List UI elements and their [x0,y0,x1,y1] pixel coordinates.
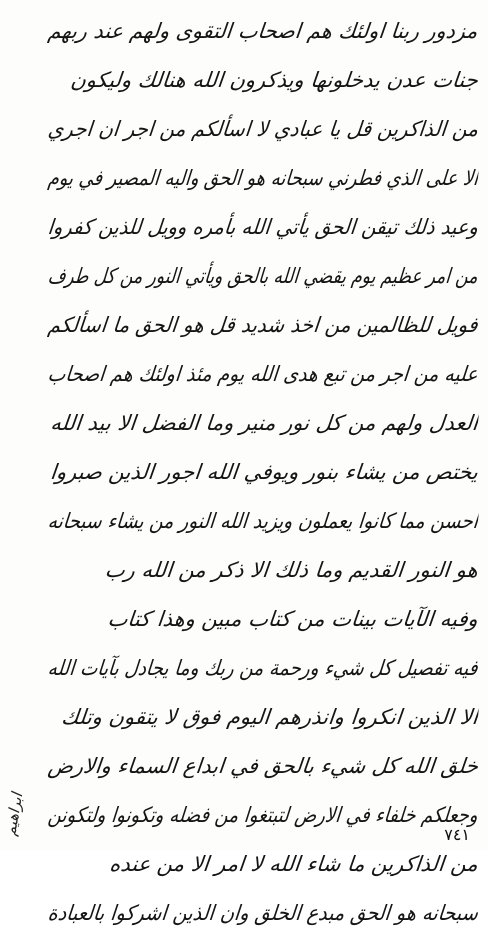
manuscript-line [45,6,480,55]
line-text: العدل ولهم من كل نور منير وما الفضل الا بيد الله [49,410,480,435]
line-text: من الذاكرين ما شاء الله لا امر الا من عنده [108,851,480,876]
line-text: وجعلكم خلفاء في الارض لتبتغوا من فضله وتكونوا ولتكونن [46,802,480,827]
line-text: هو النور القديم وما ذلك الا ذكر من الله رب [103,557,480,582]
line-text: يختص من يشاء بنور ويوفي الله اجور الذين صبروا [49,459,480,484]
line-text: وعيد ذلك تيقن الحق يأتي الله بأمره وويل للذين كفروا [46,214,480,239]
manuscript-line [45,202,480,251]
manuscript-line [45,300,480,349]
line-text: سبحانه هو الحق مبدع الخلق وان الذين اشركوا بالعبادة [46,900,480,925]
manuscript-line [45,447,480,496]
manuscript-line [45,594,480,643]
manuscript-text-block [48,6,478,937]
margin-note: ابراهيم [1,791,27,838]
line-text: خلق الله كل شيء بالحق في ابداع السماء والارض [46,753,480,778]
line-text: من امر عظيم يوم يقضي الله بالحق ويأتي النور من كل طرف [46,263,480,288]
manuscript-line [45,104,480,153]
line-text: فيه تفصيل كل شيء ورحمة من ربك وما يجادل بآيات الله [47,655,480,680]
line-text: مزدور ربنا اولئك هم اصحاب التقوى ولهم عند ربهم [47,18,480,43]
line-text: وفيه الآيات بينات من كتاب مبين وهذا كتاب [106,606,480,631]
manuscript-line [45,349,480,398]
manuscript-line [45,741,480,790]
manuscript-line [45,888,480,937]
manuscript-line [45,545,480,594]
manuscript-line [45,692,480,741]
line-text: عليه من اجر من تبع هدى الله يوم مئذ اولئك هم اصحاب [46,361,480,386]
manuscript-line [45,839,480,888]
manuscript-line [45,790,480,839]
line-text: من الذاكرين قل يا عبادي لا اسألكم من اجر ان اجري [46,116,480,141]
line-text: الا الذين انكروا وانذرهم اليوم فوق لا يتقون وتلك [60,704,480,729]
manuscript-line [45,55,480,104]
page-number: ٧٤١ [444,825,470,844]
line-text: جنات عدن يدخلونها ويذكرون الله هنالك وليكون [69,67,480,92]
line-text: احسن مما كانوا يعملون ويزيد الله النور من يشاء سبحانه [46,508,480,533]
manuscript-line [45,496,480,545]
manuscript-line [45,643,480,692]
line-text: فويل للظالمين من اخذ شديد قل هو الحق ما اسألكم [47,312,480,337]
manuscript-line [45,398,480,447]
manuscript-line [45,153,480,202]
line-text: الا على الذي فطرني سبحانه هو الحق واليه المصير في يوم [46,165,480,190]
manuscript-line [45,251,480,300]
